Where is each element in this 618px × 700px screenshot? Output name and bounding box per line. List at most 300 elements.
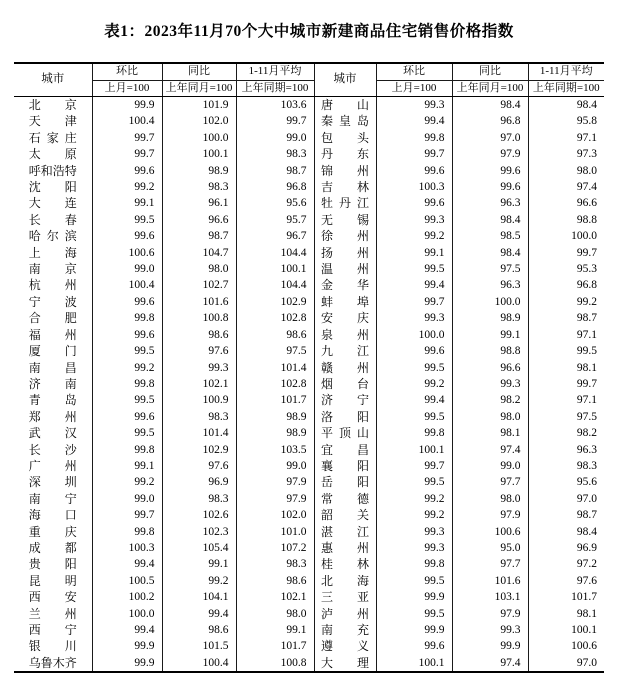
city-cell — [314, 638, 376, 654]
avg-value-cell: 95.3 — [576, 263, 597, 276]
mom-value-cell: 99.4 — [376, 392, 452, 408]
avg-value-cell: 107.2 — [236, 540, 314, 556]
avg-value-cell: 97.5 — [236, 343, 314, 359]
city-cell — [314, 425, 376, 441]
mom-value-cell: 99.7 — [92, 130, 162, 146]
avg-value-cell: 98.6 — [236, 573, 314, 589]
yoy-value-cell: 100.9 — [162, 392, 236, 408]
yoy-value-cell: 97.5 — [452, 261, 528, 277]
table-row — [14, 245, 604, 261]
table-row — [14, 589, 604, 605]
page — [14, 0, 604, 673]
avg-value-cell: 99.5 — [576, 345, 597, 358]
city-cell — [14, 491, 92, 507]
city-cell — [314, 277, 376, 293]
header-yoy-base-left: 上年同月=100 — [162, 80, 236, 97]
mom-value-cell: 99.9 — [376, 622, 452, 638]
city-name: 遵 义 — [321, 639, 369, 654]
avg-value-cell: 101.7 — [236, 392, 314, 408]
mom-value-cell: 99.8 — [376, 556, 452, 572]
city-cell — [14, 606, 92, 622]
avg-value-cell: 97.1 — [576, 328, 597, 341]
city-name: 南 充 — [321, 623, 369, 637]
yoy-value-cell: 99.2 — [162, 573, 236, 589]
header-row-base — [14, 80, 604, 97]
header-avg-base-left: 上年同期=100 — [236, 80, 314, 97]
yoy-value-cell: 99.6 — [452, 179, 528, 195]
avg-value-cell: 98.6 — [236, 327, 314, 343]
city-cell — [14, 589, 92, 605]
city-cell — [314, 606, 376, 622]
city-cell — [314, 589, 376, 605]
avg-value-cell: 102.0 — [236, 507, 314, 523]
city-name: 岳 阳 — [321, 475, 369, 490]
avg-value-cell: 98.0 — [236, 606, 314, 622]
city-cell — [314, 261, 376, 277]
city-name: 福 州 — [28, 327, 77, 342]
yoy-value-cell: 98.9 — [452, 310, 528, 326]
city-name: 天 津 — [28, 114, 77, 129]
avg-value-cell: 95.6 — [576, 476, 597, 489]
city-name: 兰 州 — [28, 606, 77, 621]
avg-value-cell: 97.5 — [576, 410, 597, 423]
city-name: 赣 州 — [321, 360, 369, 375]
avg-value-cell: 101.7 — [571, 591, 597, 604]
yoy-value-cell: 98.0 — [452, 409, 528, 425]
yoy-value-cell: 102.0 — [162, 113, 236, 129]
header-avg-right: 1-11月平均 — [528, 63, 604, 80]
avg-value-cell: 97.4 — [576, 181, 597, 194]
header-mom-left: 环比 — [92, 63, 162, 80]
mom-value-cell: 99.8 — [376, 425, 452, 441]
city-name: 海 口 — [28, 508, 77, 523]
city-cell — [314, 294, 376, 310]
city-cell — [314, 97, 376, 114]
mom-value-cell: 99.6 — [92, 294, 162, 310]
avg-value-cell: 100.1 — [571, 624, 597, 636]
mom-value-cell: 99.8 — [92, 376, 162, 392]
avg-value-cell: 98.7 — [576, 312, 597, 325]
city-cell — [314, 491, 376, 507]
mom-value-cell: 99.2 — [376, 491, 452, 507]
table-row — [14, 638, 604, 654]
mom-value-cell: 99.1 — [376, 245, 452, 261]
table-row — [14, 277, 604, 293]
mom-value-cell: 100.1 — [376, 442, 452, 458]
table-row — [14, 409, 604, 425]
city-cell — [314, 622, 376, 638]
avg-value-cell: 97.1 — [576, 131, 597, 144]
header-row-top — [14, 63, 604, 80]
avg-value-cell: 103.5 — [236, 442, 314, 458]
table-row — [14, 146, 604, 162]
city-cell — [314, 195, 376, 211]
yoy-value-cell: 98.0 — [162, 261, 236, 277]
city-name: 乌 鲁 木 齐 — [28, 655, 77, 670]
mom-value-cell: 99.6 — [376, 163, 452, 179]
avg-value-cell: 100.6 — [571, 640, 597, 653]
mom-value-cell: 99.2 — [92, 179, 162, 195]
city-cell — [14, 195, 92, 211]
avg-value-cell: 98.2 — [576, 427, 597, 440]
avg-value-cell: 97.1 — [576, 394, 597, 407]
city-cell — [14, 376, 92, 392]
city-name: 沈 阳 — [28, 180, 77, 195]
city-cell — [314, 392, 376, 408]
mom-value-cell: 99.3 — [376, 97, 452, 114]
mom-value-cell: 99.4 — [92, 556, 162, 572]
avg-value-cell: 100.1 — [236, 261, 314, 277]
avg-value-cell: 104.4 — [236, 277, 314, 293]
city-name: 石 家 庄 — [28, 130, 77, 145]
yoy-value-cell: 96.6 — [162, 212, 236, 228]
yoy-value-cell: 104.1 — [162, 589, 236, 605]
yoy-value-cell: 100.0 — [162, 130, 236, 146]
table-row — [14, 425, 604, 441]
yoy-value-cell: 98.4 — [452, 212, 528, 228]
city-cell — [314, 376, 376, 392]
city-name: 烟 台 — [321, 376, 369, 391]
avg-value-cell: 97.9 — [236, 491, 314, 507]
avg-value-cell: 98.1 — [576, 361, 597, 374]
table-row — [14, 442, 604, 458]
avg-value-cell: 98.3 — [236, 146, 314, 162]
city-cell — [14, 146, 92, 162]
header-city-right: 城市 — [314, 63, 376, 97]
yoy-value-cell: 97.6 — [162, 458, 236, 474]
table-row — [14, 491, 604, 507]
city-name: 唐 山 — [321, 98, 369, 112]
yoy-value-cell: 100.1 — [162, 146, 236, 162]
yoy-value-cell: 102.6 — [162, 507, 236, 523]
avg-value-cell: 95.8 — [576, 115, 597, 128]
yoy-value-cell: 99.6 — [452, 163, 528, 179]
yoy-value-cell: 105.4 — [162, 540, 236, 556]
table-row — [14, 327, 604, 343]
avg-value-cell: 99.0 — [236, 130, 314, 146]
avg-value-cell: 98.0 — [576, 164, 597, 177]
city-cell — [14, 474, 92, 490]
city-name: 济 南 — [28, 376, 77, 391]
city-name: 锦 州 — [321, 163, 369, 178]
yoy-value-cell: 96.8 — [452, 113, 528, 129]
avg-value-cell: 98.9 — [236, 409, 314, 425]
header-yoy-base-right: 上年同月=100 — [452, 80, 528, 97]
yoy-value-cell: 98.4 — [452, 97, 528, 114]
avg-value-cell: 97.9 — [236, 474, 314, 490]
mom-value-cell: 99.9 — [92, 655, 162, 672]
city-name: 合 肥 — [28, 311, 77, 326]
city-cell — [14, 277, 92, 293]
table-row — [14, 622, 604, 638]
avg-value-cell: 97.0 — [576, 492, 597, 505]
city-cell — [314, 113, 376, 129]
city-name: 桂 林 — [321, 557, 369, 572]
city-cell — [314, 179, 376, 195]
avg-value-cell: 101.4 — [236, 360, 314, 376]
city-name: 南 京 — [28, 262, 77, 277]
yoy-value-cell: 98.4 — [452, 245, 528, 261]
mom-value-cell: 99.2 — [376, 376, 452, 392]
city-cell — [14, 622, 92, 638]
mom-value-cell: 99.5 — [376, 360, 452, 376]
mom-value-cell: 99.0 — [92, 491, 162, 507]
city-name: 牡 丹 江 — [321, 196, 369, 211]
avg-value-cell: 100.0 — [571, 230, 597, 243]
yoy-value-cell: 101.6 — [162, 294, 236, 310]
city-name: 扬 州 — [321, 245, 369, 260]
avg-value-cell: 98.8 — [576, 213, 597, 226]
header-city-left: 城市 — [14, 63, 92, 97]
avg-value-cell: 96.8 — [576, 279, 597, 292]
header-mom-base-right: 上月=100 — [376, 80, 452, 97]
yoy-value-cell: 97.0 — [452, 130, 528, 146]
city-cell — [314, 507, 376, 523]
city-cell — [314, 540, 376, 556]
page-title: 表1：2023年11月70个大中城市新建商品住宅销售价格指数 — [104, 23, 514, 40]
mom-value-cell: 99.3 — [376, 310, 452, 326]
mom-value-cell: 99.7 — [92, 507, 162, 523]
table-row — [14, 376, 604, 392]
city-name: 长 春 — [28, 212, 77, 227]
yoy-value-cell: 96.3 — [452, 195, 528, 211]
yoy-value-cell: 99.9 — [452, 638, 528, 654]
yoy-value-cell: 99.3 — [452, 376, 528, 392]
city-cell — [14, 540, 92, 556]
avg-value-cell: 98.7 — [576, 509, 597, 522]
yoy-value-cell: 95.0 — [452, 540, 528, 556]
city-cell — [314, 458, 376, 474]
mom-value-cell: 99.5 — [92, 343, 162, 359]
avg-value-cell: 99.0 — [236, 458, 314, 474]
yoy-value-cell: 98.3 — [162, 179, 236, 195]
city-cell — [14, 327, 92, 343]
city-name: 安 庆 — [321, 311, 369, 326]
city-cell — [314, 163, 376, 179]
yoy-value-cell: 102.9 — [162, 442, 236, 458]
mom-value-cell: 99.6 — [92, 327, 162, 343]
yoy-value-cell: 101.6 — [452, 573, 528, 589]
city-name: 吉 林 — [321, 180, 369, 195]
city-cell — [14, 392, 92, 408]
table-header — [14, 63, 604, 97]
mom-value-cell: 100.6 — [92, 245, 162, 261]
city-cell — [14, 163, 92, 179]
city-name: 济 宁 — [321, 393, 369, 408]
city-name: 金 华 — [321, 278, 369, 293]
city-name: 大 连 — [28, 196, 77, 211]
yoy-value-cell: 99.3 — [452, 622, 528, 638]
table-row — [14, 540, 604, 556]
avg-value-cell: 97.6 — [576, 574, 597, 587]
yoy-value-cell: 96.6 — [452, 360, 528, 376]
yoy-value-cell: 98.6 — [162, 327, 236, 343]
city-name: 温 州 — [321, 262, 369, 277]
city-name: 洛 阳 — [321, 409, 369, 424]
table-row — [14, 228, 604, 244]
avg-value-cell: 99.7 — [236, 113, 314, 129]
avg-value-cell: 103.6 — [236, 97, 314, 114]
avg-value-cell: 95.6 — [236, 195, 314, 211]
header-yoy-right: 同比 — [452, 63, 528, 80]
mom-value-cell: 99.2 — [376, 228, 452, 244]
avg-value-cell: 98.4 — [576, 99, 597, 111]
table-row — [14, 113, 604, 129]
yoy-value-cell: 97.7 — [452, 474, 528, 490]
city-name: 常 德 — [321, 491, 369, 506]
yoy-value-cell: 98.9 — [162, 163, 236, 179]
mom-value-cell: 99.7 — [376, 146, 452, 162]
city-name: 哈 尔 滨 — [28, 229, 77, 244]
city-name: 惠 州 — [321, 540, 369, 555]
yoy-value-cell: 102.7 — [162, 277, 236, 293]
city-cell — [14, 179, 92, 195]
yoy-value-cell: 97.9 — [452, 507, 528, 523]
price-index-table — [14, 62, 604, 673]
avg-value-cell: 96.7 — [236, 228, 314, 244]
city-cell — [314, 409, 376, 425]
mom-value-cell: 99.5 — [376, 474, 452, 490]
yoy-value-cell: 99.1 — [162, 556, 236, 572]
city-name: 湛 江 — [321, 524, 369, 539]
yoy-value-cell: 97.9 — [452, 606, 528, 622]
city-name: 泉 州 — [321, 327, 369, 342]
mom-value-cell: 99.8 — [376, 130, 452, 146]
yoy-value-cell: 99.4 — [162, 606, 236, 622]
city-cell — [314, 474, 376, 490]
city-cell — [314, 310, 376, 326]
mom-value-cell: 99.8 — [92, 310, 162, 326]
city-cell — [314, 130, 376, 146]
city-name: 重 庆 — [28, 524, 77, 539]
yoy-value-cell: 100.6 — [452, 524, 528, 540]
mom-value-cell: 99.8 — [92, 524, 162, 540]
mom-value-cell: 99.5 — [376, 606, 452, 622]
mom-value-cell: 99.6 — [92, 163, 162, 179]
mom-value-cell: 100.5 — [92, 573, 162, 589]
table-row — [14, 606, 604, 622]
table-row — [14, 163, 604, 179]
table-body — [14, 97, 604, 673]
city-name: 三 亚 — [321, 590, 369, 605]
yoy-value-cell: 98.0 — [452, 491, 528, 507]
city-name: 南 宁 — [28, 491, 77, 506]
city-cell — [314, 524, 376, 540]
mom-value-cell: 99.5 — [376, 573, 452, 589]
yoy-value-cell: 98.5 — [452, 228, 528, 244]
mom-value-cell: 100.1 — [376, 655, 452, 672]
table-row — [14, 507, 604, 523]
mom-value-cell: 99.4 — [376, 277, 452, 293]
city-name: 平 顶 山 — [321, 426, 369, 441]
city-cell — [314, 556, 376, 572]
yoy-value-cell: 101.5 — [162, 638, 236, 654]
avg-value-cell: 98.3 — [576, 459, 597, 472]
city-cell — [14, 130, 92, 146]
mom-value-cell: 100.0 — [92, 606, 162, 622]
table-row — [14, 458, 604, 474]
city-cell — [14, 409, 92, 425]
city-cell — [14, 425, 92, 441]
mom-value-cell: 99.6 — [92, 228, 162, 244]
table-row — [14, 360, 604, 376]
city-name: 长 沙 — [28, 442, 77, 457]
table-row — [14, 573, 604, 589]
avg-value-cell: 99.2 — [576, 295, 597, 308]
mom-value-cell: 99.7 — [376, 294, 452, 310]
yoy-value-cell: 102.3 — [162, 524, 236, 540]
mom-value-cell: 99.2 — [92, 360, 162, 376]
mom-value-cell: 99.5 — [376, 261, 452, 277]
city-name: 丹 东 — [321, 147, 369, 162]
mom-value-cell: 99.3 — [376, 212, 452, 228]
header-avg-left: 1-11月平均 — [236, 63, 314, 80]
avg-value-cell: 102.9 — [236, 294, 314, 310]
yoy-value-cell: 98.6 — [162, 622, 236, 638]
mom-value-cell: 99.9 — [92, 97, 162, 114]
city-name: 九 江 — [321, 344, 369, 359]
avg-value-cell: 99.1 — [236, 622, 314, 638]
city-cell — [14, 228, 92, 244]
avg-value-cell: 97.2 — [576, 558, 597, 571]
city-cell — [14, 638, 92, 654]
table-row — [14, 130, 604, 146]
avg-value-cell: 97.0 — [576, 656, 597, 669]
avg-value-cell: 100.8 — [236, 655, 314, 672]
city-name: 宁 波 — [28, 294, 77, 309]
city-name: 贵 阳 — [28, 557, 77, 572]
city-name: 厦 门 — [28, 344, 77, 359]
yoy-value-cell: 99.3 — [162, 360, 236, 376]
avg-value-cell: 102.1 — [236, 589, 314, 605]
header-avg-base-right: 上年同期=100 — [528, 80, 604, 97]
mom-value-cell: 99.6 — [376, 638, 452, 654]
yoy-value-cell: 97.9 — [452, 146, 528, 162]
city-cell — [14, 343, 92, 359]
table-row — [14, 343, 604, 359]
mom-value-cell: 99.6 — [376, 195, 452, 211]
city-cell — [314, 245, 376, 261]
table-row — [14, 524, 604, 540]
yoy-value-cell: 100.4 — [162, 655, 236, 672]
city-name: 银 川 — [28, 639, 77, 654]
city-cell — [14, 360, 92, 376]
table-row — [14, 474, 604, 490]
city-name: 太 原 — [28, 147, 77, 162]
city-cell — [14, 524, 92, 540]
city-cell — [314, 655, 376, 672]
avg-value-cell: 102.8 — [236, 376, 314, 392]
yoy-value-cell: 100.8 — [162, 310, 236, 326]
table-row — [14, 655, 604, 672]
mom-value-cell: 99.5 — [92, 425, 162, 441]
avg-value-cell: 101.7 — [236, 638, 314, 654]
yoy-value-cell: 97.6 — [162, 343, 236, 359]
city-name: 秦 皇 岛 — [321, 114, 369, 129]
city-cell — [314, 573, 376, 589]
mom-value-cell: 99.9 — [376, 589, 452, 605]
city-name: 大 理 — [321, 655, 369, 670]
city-name: 蚌 埠 — [321, 294, 369, 309]
city-cell — [14, 113, 92, 129]
yoy-value-cell: 96.1 — [162, 195, 236, 211]
mom-value-cell: 99.4 — [376, 113, 452, 129]
city-name: 青 岛 — [28, 393, 77, 408]
city-cell — [314, 343, 376, 359]
mom-value-cell: 99.3 — [376, 524, 452, 540]
mom-value-cell: 100.0 — [376, 327, 452, 343]
mom-value-cell: 99.9 — [92, 638, 162, 654]
